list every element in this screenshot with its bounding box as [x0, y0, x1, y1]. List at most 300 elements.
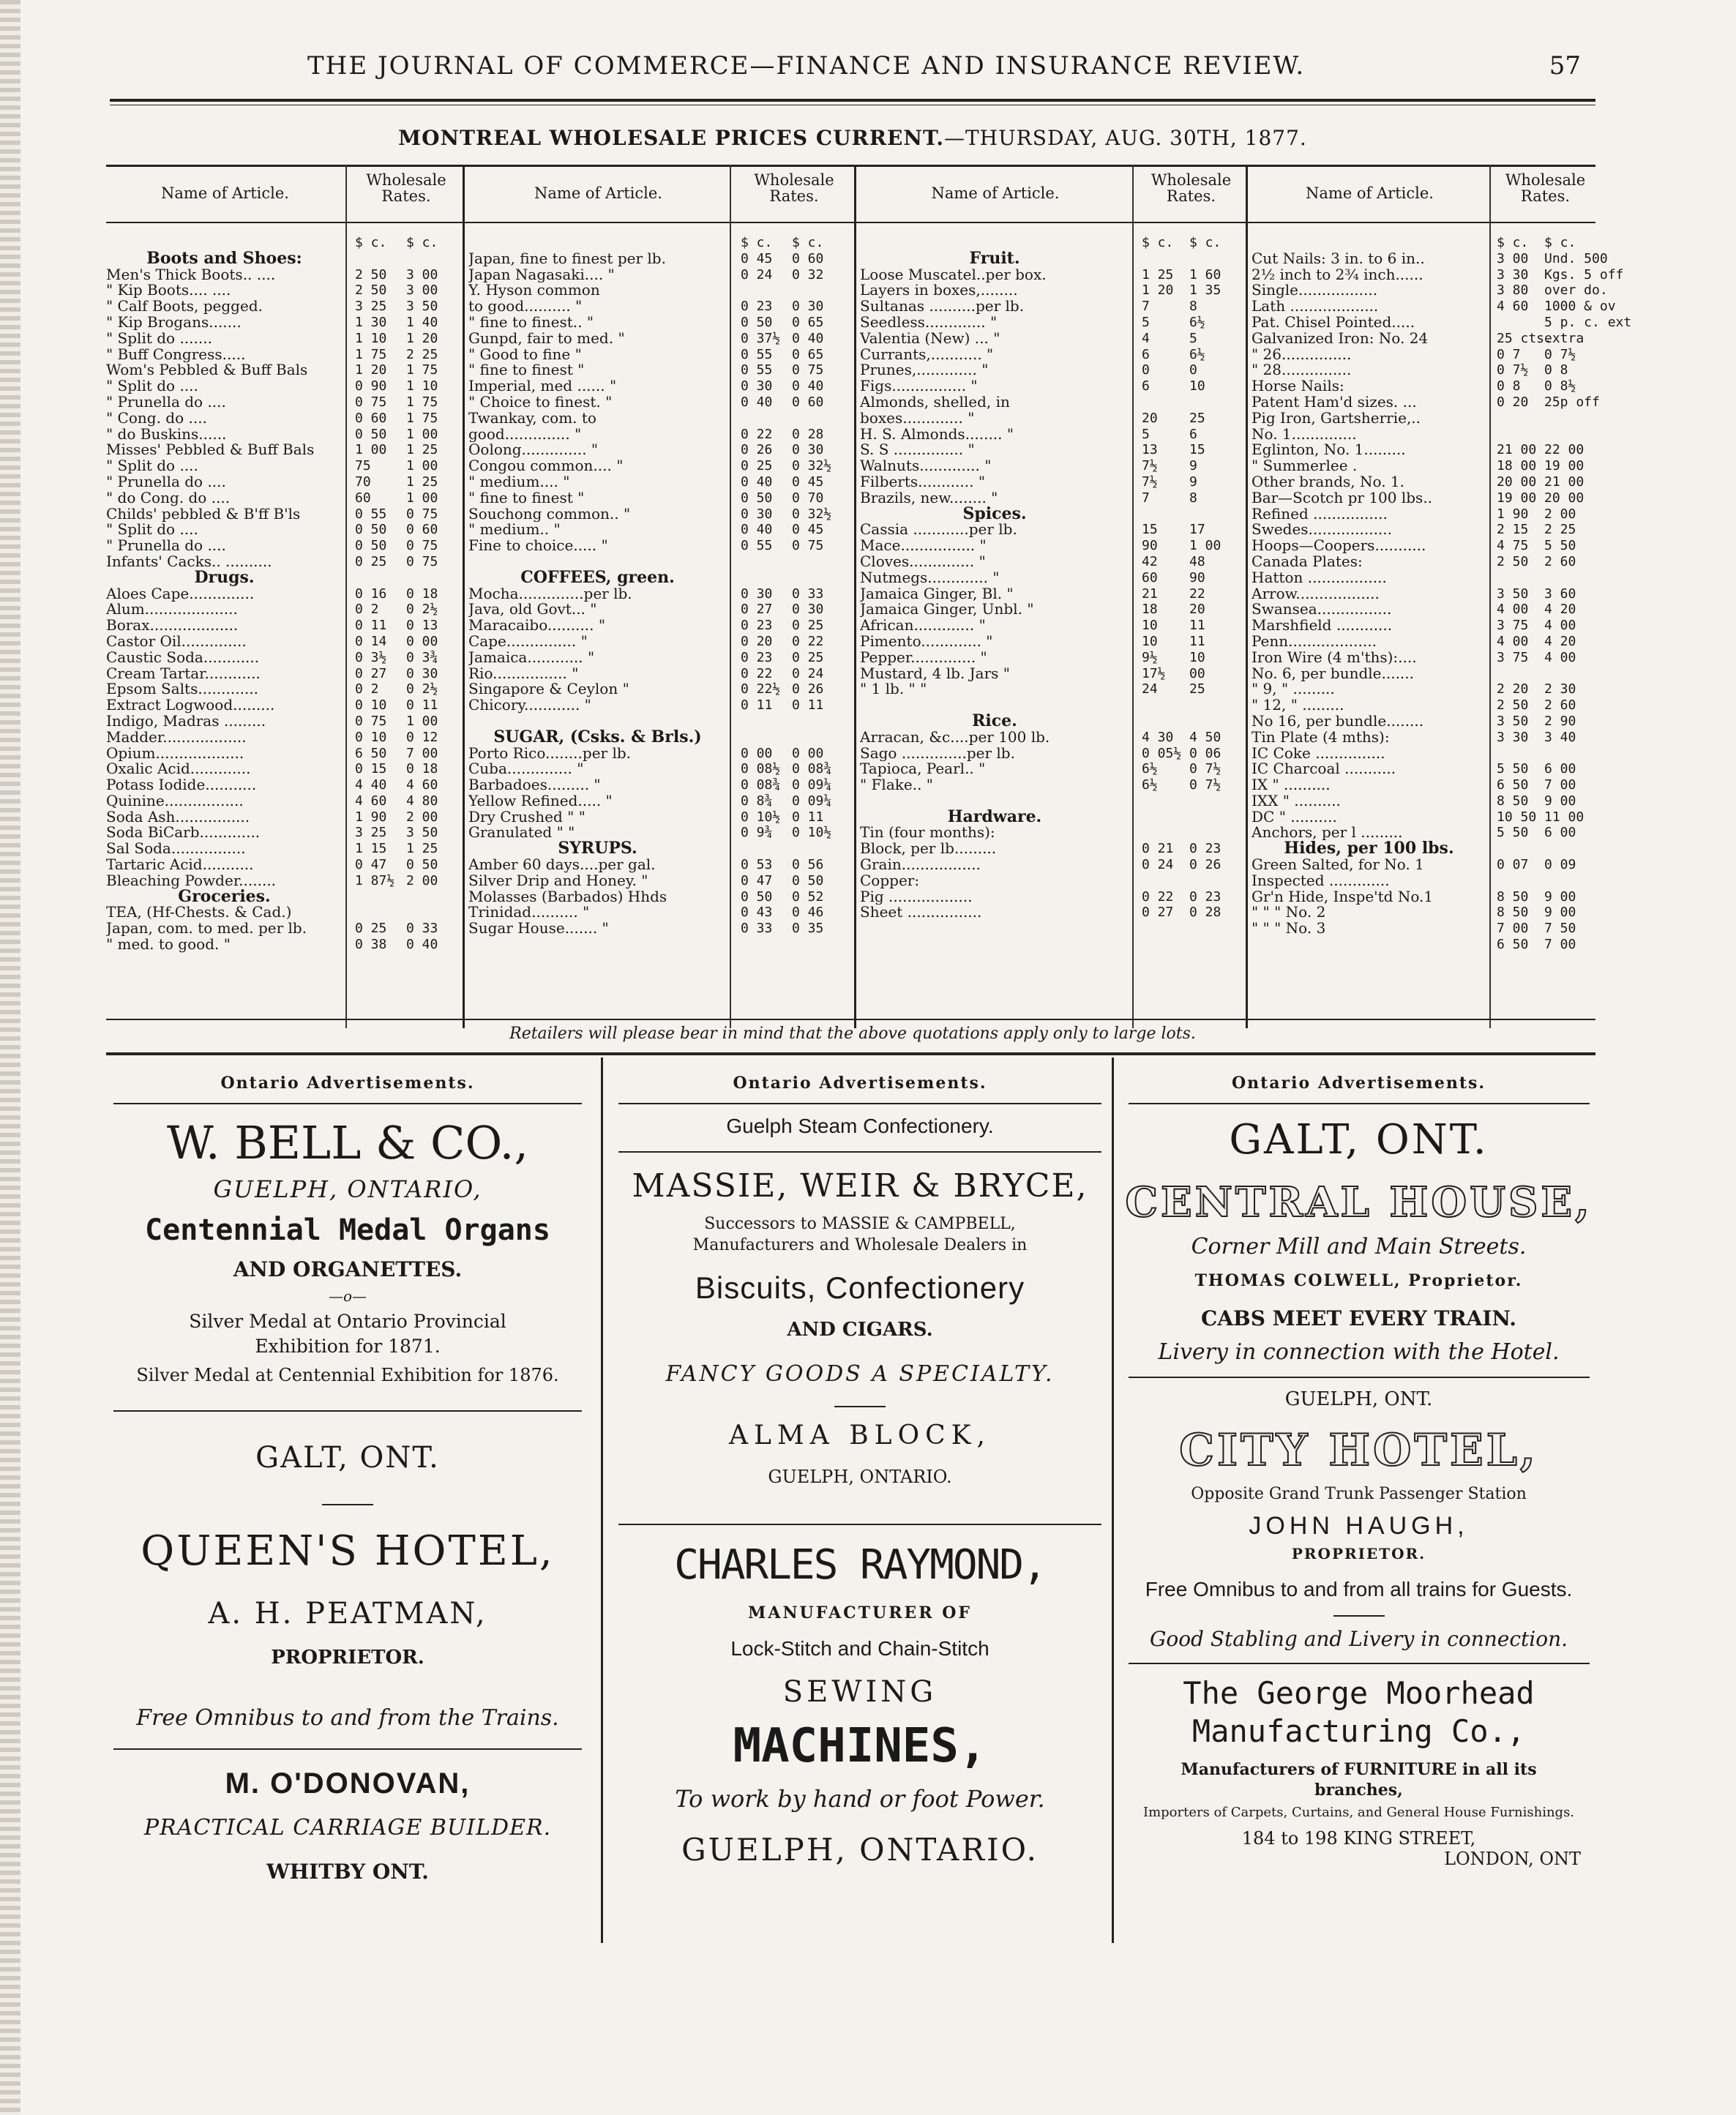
price-rows: [1252, 235, 1632, 953]
article-name: " do Cong. do ....: [106, 490, 231, 506]
massie-name: MASSIE, WEIR & BRYCE,: [632, 1167, 1088, 1205]
price-row: [468, 394, 853, 411]
prices-title: [110, 126, 1595, 150]
article-name: Boots and Shoes:: [146, 250, 302, 267]
article-name: IX " ..........: [1252, 777, 1331, 793]
article-name: Cape............... ": [468, 633, 588, 650]
rate-high: 0 11: [792, 809, 824, 825]
moorhead-address: 184 to 198 KING STREET,: [1241, 1828, 1476, 1849]
rate-low: 0 55: [741, 362, 773, 378]
rate-high: 0 09: [1544, 857, 1576, 873]
article-name: Java, old Govt... ": [468, 602, 597, 618]
rate-low: 1 15: [355, 841, 387, 857]
price-row: [1252, 442, 1595, 458]
queens-location: GALT, ONT.: [255, 1441, 440, 1475]
price-row: [860, 570, 1244, 586]
rate-high: 0 00: [792, 745, 824, 761]
article-name: Barbadoes......... ": [468, 777, 601, 793]
central-address: Corner Mill and Main Streets.: [1191, 1234, 1527, 1259]
article-name: Sago ..............per lb.: [860, 745, 1015, 762]
rate-low: 4 00: [1497, 602, 1529, 618]
rate-high: 9: [1189, 458, 1197, 474]
rate-high: 0 7½: [1544, 346, 1576, 362]
article-name: Trinidad.......... ": [468, 905, 590, 921]
rate-high: 1 75: [406, 362, 438, 378]
prices-date: —THURSDAY, AUG. 30TH, 1877.: [943, 126, 1307, 150]
article-name: Marshfield ............: [1252, 618, 1393, 634]
queens-omnibus: Free Omnibus to and from the Trains.: [136, 1705, 559, 1731]
rate-high: 0 28: [1189, 905, 1221, 921]
price-row: [1252, 506, 1595, 523]
rate-low: 6: [1142, 378, 1150, 394]
article-name: Soda BiCarb.............: [106, 825, 261, 842]
rate-low: 21: [1142, 585, 1158, 602]
article-name: " " " No. 2: [1252, 905, 1326, 921]
price-row: [468, 331, 853, 347]
rate-low: 0 23: [741, 299, 773, 315]
rate-high: 4 60: [406, 777, 438, 793]
section-heading: [468, 570, 853, 586]
rate-low: 6 50: [1497, 937, 1529, 953]
article-name: Castor Oil..............: [106, 633, 247, 650]
price-row: [860, 315, 1244, 331]
name-of-article-header: Name of Article.: [161, 184, 289, 202]
short-divider: [322, 1504, 373, 1505]
massie-location: GUELPH, ONTARIO.: [768, 1467, 952, 1487]
price-row: [1252, 730, 1595, 746]
rate-low: 1 25: [1142, 266, 1174, 282]
rate-high: 0 70: [792, 490, 824, 506]
rate-low: 0 2: [355, 681, 379, 697]
article-name: Canada Plates:: [1252, 553, 1363, 570]
rate-low: 3 25: [355, 825, 387, 841]
article-name: DC " ..........: [1252, 809, 1337, 826]
massie-products-2: AND CIGARS.: [787, 1319, 933, 1341]
ad-column-3: [1122, 1058, 1595, 1965]
price-row: [468, 873, 853, 889]
rate-low: 0 23: [741, 618, 773, 634]
price-row: [860, 761, 1244, 777]
rate-low: 0 23: [741, 649, 773, 665]
article-name: Brazils, new........ ": [860, 490, 998, 506]
rate-low: 0 7: [1497, 346, 1521, 362]
price-row: [468, 650, 853, 666]
price-row: [860, 618, 1244, 634]
article-name: Pig Iron, Gartsherrie,..: [1252, 410, 1421, 427]
price-row: [1252, 586, 1595, 602]
rate-high: 0 75: [406, 506, 438, 522]
rate-low: 0 50: [741, 314, 773, 330]
rate-high: 9 00: [1544, 793, 1576, 809]
price-row: [860, 267, 1244, 283]
price-row: [106, 809, 461, 826]
rate-low: 60: [1142, 569, 1158, 585]
price-row: [468, 602, 853, 618]
rate-low: 0 33: [741, 921, 773, 937]
odonovan-role: PRACTICAL CARRIAGE BUILDER.: [143, 1815, 552, 1841]
ad-column-divider: [1112, 1058, 1114, 1943]
price-row: [468, 761, 853, 777]
rate-low: 4 75: [1497, 538, 1529, 554]
price-row: [1252, 347, 1595, 363]
column-divider: [854, 165, 856, 1028]
price-row: [468, 411, 853, 427]
article-name: " fine to finest.. ": [468, 314, 594, 331]
article-name: Dry Crushed " ": [468, 809, 585, 826]
rate-high: 25p off: [1544, 394, 1600, 410]
city-proprietor: JOHN HAUGH,: [1249, 1512, 1469, 1540]
rate-high: 3 00: [406, 266, 438, 282]
article-name: Currants,........... ": [860, 346, 994, 363]
rate-low: 4 60: [355, 793, 387, 809]
short-divider: [1333, 1615, 1385, 1617]
rate-high: 2 25: [1544, 522, 1576, 538]
price-row: [106, 586, 461, 602]
rate-low: 4 40: [355, 777, 387, 793]
price-row: [106, 681, 461, 697]
article-name: " fine to finest ": [468, 362, 585, 379]
rate-low: 75: [355, 458, 371, 474]
rate-low: 4: [1142, 330, 1150, 346]
rate-high: 0 09¼: [792, 793, 832, 809]
page-header: [110, 51, 1595, 95]
article-name: No. 6, per bundle.......: [1252, 665, 1415, 682]
rate-low: 25 cts.: [1497, 330, 1552, 346]
price-row: [106, 761, 461, 777]
price-row: [860, 697, 1244, 714]
rate-high: 5: [1189, 330, 1197, 346]
rate-low: 0 16: [355, 585, 387, 602]
ad-column-1: [106, 1058, 589, 1965]
rate-low: 0: [1142, 362, 1150, 378]
rate-low: 5: [1142, 314, 1150, 330]
article-name: Borax...................: [106, 618, 239, 634]
article-name: Fine to choice..... ": [468, 538, 608, 554]
section-heading: [468, 841, 853, 857]
rate-low: 0 9¾: [741, 825, 773, 841]
rate-low: 2 15: [1497, 522, 1529, 538]
price-row: [106, 378, 461, 394]
retailers-note: Retailers will please bear in mind that the above quotations apply only to large lots.: [509, 1025, 1196, 1043]
rate-high: 3 50: [406, 825, 438, 841]
rate-high: 6 00: [1544, 825, 1576, 841]
article-name: IC Coke ...............: [1252, 745, 1385, 762]
article-name: Swansea................: [1252, 602, 1392, 618]
rate-high: 0 26: [1189, 857, 1221, 873]
article-name: good.............. ": [468, 426, 582, 443]
ad-column-heading: Ontario Advertisements.: [1231, 1074, 1486, 1093]
rate-low: 3 30: [1497, 729, 1529, 745]
rate-low: 6 50: [355, 745, 387, 761]
rate-low: 0 10½: [741, 809, 781, 825]
city-location: GUELPH, ONT.: [1284, 1388, 1433, 1410]
article-name: " 1 lb. " ": [860, 681, 927, 698]
rate-low: 0 55: [355, 506, 387, 522]
rate-low: 2 50: [355, 282, 387, 299]
massie-manufacturers: Manufacturers and Wholesale Dealers in: [692, 1236, 1028, 1254]
massie-products: Biscuits, Confectionery: [695, 1270, 1025, 1305]
wholesale-rates-header: Wholesale Rates.: [1151, 171, 1232, 205]
article-name: " Split do ....: [106, 522, 198, 539]
article-name: Bar—Scotch pr 100 lbs..: [1252, 490, 1433, 506]
rate-low: 0 25: [355, 553, 387, 569]
price-row: [468, 554, 853, 570]
rate-high: 6: [1189, 426, 1197, 442]
rate-high: 0 18: [406, 761, 438, 777]
rate-high: Kgs. 5 off: [1544, 266, 1624, 282]
price-row: [860, 681, 1244, 697]
price-row: [468, 538, 853, 554]
rate-low: 0 20: [741, 633, 773, 649]
price-row: [860, 666, 1244, 682]
price-row: [1252, 538, 1595, 554]
rate-low: 90: [1142, 538, 1158, 554]
price-row: [1252, 714, 1595, 730]
rate-low: 2 20: [1497, 681, 1529, 697]
rate-low: 0 10: [355, 729, 387, 745]
rate-high: 0: [1189, 362, 1197, 378]
rate-low: 0 50: [741, 490, 773, 506]
price-row: [860, 411, 1244, 427]
rate-high: $ c.: [1544, 235, 1576, 250]
moorhead-manufacturers: Manufacturers of FURNITURE in all its branches,: [1181, 1760, 1537, 1800]
rate-high: 15: [1189, 442, 1205, 458]
price-row: [1252, 378, 1595, 394]
rate-low: 3 75: [1497, 649, 1529, 665]
article-name: " fine to finest ": [468, 490, 585, 506]
ad-column-heading: Ontario Advertisements.: [733, 1074, 987, 1093]
price-row: [1252, 554, 1595, 570]
rate-low: 4 00: [1497, 633, 1529, 649]
rate-low: 1 30: [355, 314, 387, 330]
article-name: Souchong common.. ": [468, 506, 631, 523]
price-row: [468, 681, 853, 697]
price-row: [860, 857, 1244, 873]
central-house-name: CENTRAL HOUSE,: [1125, 1178, 1593, 1227]
article-name: Groceries.: [178, 888, 271, 905]
article-name: " medium.... ": [468, 473, 570, 490]
raymond-power: To work by hand or foot Power.: [675, 1785, 1045, 1813]
article-name: Bleaching Powder........: [106, 872, 277, 889]
article-name: Porto Rico........per lb.: [468, 745, 632, 762]
rate-high: 0 3¾: [406, 649, 438, 665]
rate-high: 0 33: [792, 585, 824, 602]
article-name: Singapore & Ceylon ": [468, 681, 629, 698]
prices-table: [106, 165, 1632, 1028]
rate-low: 0 47: [355, 857, 387, 873]
rate-high: 10: [1189, 378, 1205, 394]
price-row: [468, 522, 853, 538]
rate-high: 5 50: [1544, 538, 1576, 554]
rate-high: 0 28: [792, 426, 824, 442]
rate-high: 8: [1189, 490, 1197, 506]
price-row: [106, 474, 461, 490]
article-name: Jamaica............ ": [468, 649, 595, 666]
price-row: [860, 458, 1244, 474]
rate-low: 3 75: [1497, 618, 1529, 634]
article-name: Potass Iodide...........: [106, 777, 257, 793]
price-row: [1252, 873, 1595, 889]
section-heading: [860, 251, 1244, 267]
price-row: [1252, 602, 1595, 618]
article-name: " " " No. 3: [1252, 921, 1326, 937]
bell-dash: —o—: [328, 1287, 367, 1305]
price-row: [106, 427, 461, 443]
article-name: Oolong.............. ": [468, 442, 599, 459]
article-name: " Flake.. ": [860, 777, 933, 793]
article-name: Seedless............. ": [860, 314, 998, 331]
rate-high: 6½: [1189, 314, 1205, 330]
price-row: [106, 394, 461, 411]
rate-high: 9 00: [1544, 888, 1576, 905]
rate-low: 1 20: [355, 362, 387, 378]
city-stabling: Good Stabling and Livery in connection.: [1149, 1627, 1568, 1651]
rate-low: 0 45: [741, 250, 773, 266]
divider: [618, 1103, 1101, 1104]
rate-low: 42: [1142, 553, 1158, 569]
rate-high: 0 10½: [792, 825, 832, 841]
price-row: [106, 538, 461, 554]
rate-high: 0 45: [792, 473, 824, 490]
price-row: [1252, 634, 1595, 650]
price-row: [106, 315, 461, 331]
rate-high: 4 00: [1544, 649, 1576, 665]
price-row: [1252, 937, 1595, 953]
price-row: [106, 650, 461, 666]
rate-high: 2 30: [1544, 681, 1576, 697]
article-name: " 26...............: [1252, 346, 1352, 363]
rate-low: 0 2: [355, 602, 379, 618]
rate-low: 0 38: [355, 937, 387, 953]
price-row: [1252, 681, 1595, 697]
rate-low: 3 50: [1497, 713, 1529, 729]
rate-low: $ c.: [741, 235, 773, 250]
bell-product: Centennial Medal Organs: [145, 1213, 550, 1247]
price-column-3: [860, 165, 1244, 1028]
rate-high: 0 75: [792, 362, 824, 378]
massie-fancy: FANCY GOODS A SPECIALTY.: [665, 1361, 1055, 1387]
article-name: boxes............. ": [860, 410, 975, 427]
price-row: [106, 730, 461, 746]
rate-high: 2 00: [1544, 506, 1576, 522]
article-name: Eglinton, No. 1.........: [1252, 442, 1406, 459]
price-row: [106, 347, 461, 363]
rate-low: 0 22½: [741, 681, 781, 697]
rate-high: 0 25: [792, 618, 824, 634]
price-row: [106, 267, 461, 283]
moorhead-importers: Importers of Carpets, Curtains, and General House Furnishings.: [1142, 1805, 1575, 1820]
article-name: Congou common.... ": [468, 458, 624, 474]
article-name: Penn...................: [1252, 633, 1377, 650]
rate-high: 0 65: [792, 314, 824, 330]
price-row: [1252, 474, 1595, 490]
price-row: [468, 506, 853, 523]
central-location: GALT, ONT.: [1229, 1116, 1489, 1164]
rate-high: 7 00: [406, 745, 438, 761]
divider: [113, 1410, 582, 1412]
article-name: Iron Wire (4 m'ths):....: [1252, 649, 1417, 666]
rate-high: 0 26: [792, 681, 824, 697]
article-name: Hardware.: [947, 809, 1042, 826]
article-name: Tartaric Acid...........: [106, 857, 254, 873]
central-cabs: CABS MEET EVERY TRAIN.: [1201, 1306, 1516, 1330]
page-edge: [0, 0, 20, 2115]
rate-low: 2 50: [1497, 553, 1529, 569]
price-row: [860, 777, 1244, 793]
price-row: [106, 602, 461, 618]
rate-low: 0 25: [355, 921, 387, 937]
rate-high: 0 08¾: [792, 761, 832, 777]
moorhead-city: LONDON, ONT: [1444, 1849, 1581, 1869]
article-name: Hoops—Coopers...........: [1252, 538, 1426, 554]
rate-high: 4 00: [1544, 618, 1576, 634]
price-row: [1252, 857, 1595, 873]
rate-high: 0 2½: [406, 681, 438, 697]
rate-high: 20 00: [1544, 490, 1585, 506]
price-row: [860, 522, 1244, 538]
rate-high: $ c.: [406, 235, 438, 250]
price-row: [106, 411, 461, 427]
price-row: [860, 362, 1244, 378]
article-name: No. 1..............: [1252, 426, 1357, 443]
article-name: Misses' Pebbled & Buff Bals: [106, 442, 315, 459]
price-row: [106, 825, 461, 841]
advertisements: [106, 1058, 1595, 1965]
article-name: Twankay, com. to: [468, 410, 596, 427]
rate-low: 0 8: [1497, 378, 1521, 394]
rate-high: 0 24: [792, 665, 824, 681]
price-row: [468, 889, 853, 905]
rate-low: 0 47: [741, 872, 773, 888]
price-row: [1252, 314, 1632, 331]
rate-low: 0 26: [741, 442, 773, 458]
rate-low: 7: [1142, 490, 1150, 506]
article-name: " Cong. do ....: [106, 410, 207, 427]
article-name: " medium.. ": [468, 522, 561, 539]
article-name: " 28...............: [1252, 362, 1352, 379]
article-name: Fruit.: [969, 250, 1020, 267]
section-heading: [860, 506, 1244, 523]
rate-high: 19 00: [1544, 458, 1585, 474]
queens-proprietor: A. H. PEATMAN,: [208, 1597, 487, 1631]
price-row: [1252, 282, 1608, 299]
price-row: [468, 618, 853, 634]
article-name: Granulated " ": [468, 825, 575, 842]
rate-low: 7: [1142, 299, 1150, 315]
article-name: Japan Nagasaki.... ": [468, 266, 615, 283]
article-name: " Split do ....: [106, 378, 198, 394]
price-row: [468, 809, 853, 826]
rate-high: 25: [1189, 681, 1205, 697]
rate-high: 0 52: [792, 888, 824, 905]
rate-low: 10: [1142, 633, 1158, 649]
rate-low: 0 27: [1142, 905, 1174, 921]
rate-low: 0 11: [741, 697, 773, 714]
rate-low: 0 30: [741, 378, 773, 394]
rate-high: 0 25: [792, 649, 824, 665]
rate-low: 0 15: [355, 761, 387, 777]
rate-high: 6 00: [1544, 761, 1576, 777]
city-opposite: Opposite Grand Trunk Passenger Station: [1191, 1485, 1527, 1503]
rate-high: 0 22: [792, 633, 824, 649]
article-name: Molasses (Barbados) Hhds: [468, 888, 667, 905]
article-name: 2½ inch to 2¾ inch......: [1252, 266, 1423, 283]
rate-low: 0 55: [741, 346, 773, 362]
rate-low: 1 10: [355, 330, 387, 346]
article-name: " Choice to finest. ": [468, 394, 613, 411]
article-name: No 16, per bundle........: [1252, 713, 1424, 730]
article-name: Gunpd, fair to med. ": [468, 330, 625, 347]
